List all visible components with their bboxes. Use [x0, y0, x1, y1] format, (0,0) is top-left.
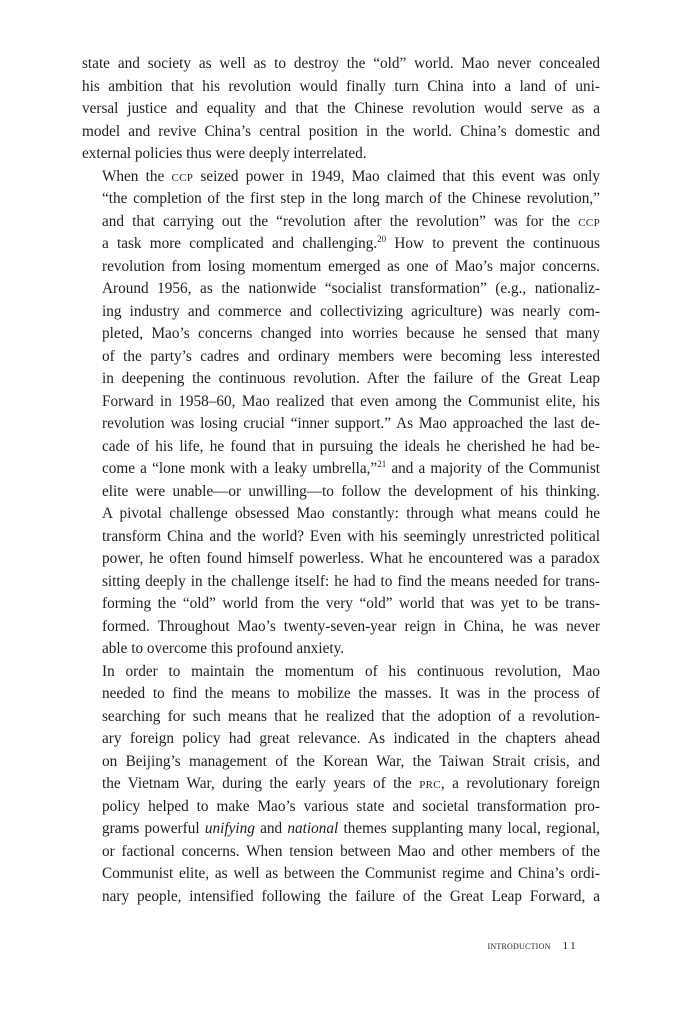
text-line: pleted, Mao’s concerns changed into worries because he sensed that many — [102, 325, 600, 342]
acronym-prc: prc — [419, 775, 441, 792]
text-line: able to overcome this profound anxiety. — [102, 640, 345, 657]
text-line: When the ccp seized power in 1949, Mao claimed that this event was only — [102, 167, 600, 185]
text-line: ing industry and commerce and collectivizing agriculture) was nearly com- — [102, 302, 600, 320]
text-line: his ambition that his revolution would finally turn China into a land of uni- — [82, 77, 600, 95]
paragraph-2 — [82, 166, 600, 661]
page-number: 11 — [562, 940, 578, 952]
text-line: come a “lone monk with a leaky umbrella,”$^{21}$ and a majority of the Communist — [102, 458, 600, 477]
italic-term: national — [287, 820, 339, 837]
text-line: versal justice and equality and that the Chinese revolution would serve as a — [82, 100, 600, 117]
text-line: a task more complicated and challenging.$^{20}$ How to prevent the continuous — [102, 233, 600, 252]
text-line: needed to find the means to mobilize the masses. It was in the process of — [102, 685, 600, 702]
text-line: cade of his life, he found that in pursuing the ideals he cherished he had be- — [102, 437, 600, 455]
paragraph-3 — [82, 661, 600, 909]
text-line: “the completion of the first step in the long march of the Chinese revolution,” — [102, 190, 600, 207]
paragraph-1 — [82, 53, 600, 166]
text-line: revolution was losing crucial “inner support.” As Mao approached the last de- — [102, 415, 600, 432]
text-line: policy helped to make Mao’s various state and societal transformation pro- — [102, 797, 600, 815]
text-line: or factional concerns. When tension between Mao and other members of the — [102, 842, 600, 860]
text-line: power, he often found himself powerless. What he encountered was a paradox — [102, 550, 600, 567]
acronym-ccp: ccp — [171, 167, 194, 185]
text-line: forming the “old” world from the very “old” world that was yet to be trans- — [102, 595, 600, 612]
text-line: on Beijing’s management of the Korean War, the Taiwan Strait crisis, and — [102, 752, 600, 770]
text-line: searching for such means that he realized that the adoption of a revolution- — [102, 707, 600, 725]
text-line: sitting deeply in the challenge itself: he had to find the means needed for trans- — [102, 572, 600, 590]
text-line: ary foreign policy had great relevance. As indicated in the chapters ahead — [102, 730, 600, 747]
footnote-marker[interactable]: 20 — [377, 233, 387, 244]
text-line: revolution from losing momentum emerged as one of Mao’s major concerns. — [102, 257, 600, 275]
text-line: grams powerful unifying and national themes supplanting many local, regional, — [102, 820, 600, 837]
text-line: external policies thus were deeply interrelated. — [82, 145, 367, 162]
text-line: the Vietnam War, during the early years of the prc, a revolutionary foreign — [102, 775, 600, 792]
text-line: in deepening the continuous revolution. After the failure of the Great Leap — [102, 370, 600, 387]
text-line: In order to maintain the momentum of his continuous revolution, Mao — [102, 662, 600, 680]
running-head: introduction — [487, 940, 551, 952]
text-line: Around 1956, as the nationwide “socialist transformation” (e.g., nationaliz- — [102, 280, 600, 297]
text-line: of the party’s cadres and ordinary members were becoming less interested — [102, 347, 600, 365]
text-line: model and revive China’s central position in the world. China’s domestic and — [82, 122, 600, 140]
text-line: transform China and the world? Even with his seemingly unrestricted political — [102, 527, 600, 545]
text-line: formed. Throughout Mao’s twenty-seven-year reign in China, he was never — [102, 617, 600, 635]
acronym-ccp: ccp — [578, 212, 600, 230]
italic-term: unifying — [204, 820, 255, 837]
running-footer — [487, 940, 578, 952]
text-line: elite were unable—or unwilling—to follow the development of his thinking. — [102, 482, 600, 500]
text-line: and that carrying out the “revolution after the revolution” was for the ccp — [102, 212, 600, 230]
body-text — [82, 53, 600, 908]
text-line: A pivotal challenge obsessed Mao constantly: through what means could he — [102, 505, 600, 522]
text-line: state and society as well as to destroy the “old” world. Mao never concealed — [82, 55, 600, 72]
text-line: nary people, intensified following the failure of the Great Leap Forward, a — [102, 887, 600, 905]
footnote-marker[interactable]: 21 — [377, 458, 387, 469]
text-line: Communist elite, as well as between the Communist regime and China’s ordi- — [102, 865, 600, 882]
text-line: Forward in 1958–60, Mao realized that even among the Communist elite, his — [102, 392, 600, 410]
